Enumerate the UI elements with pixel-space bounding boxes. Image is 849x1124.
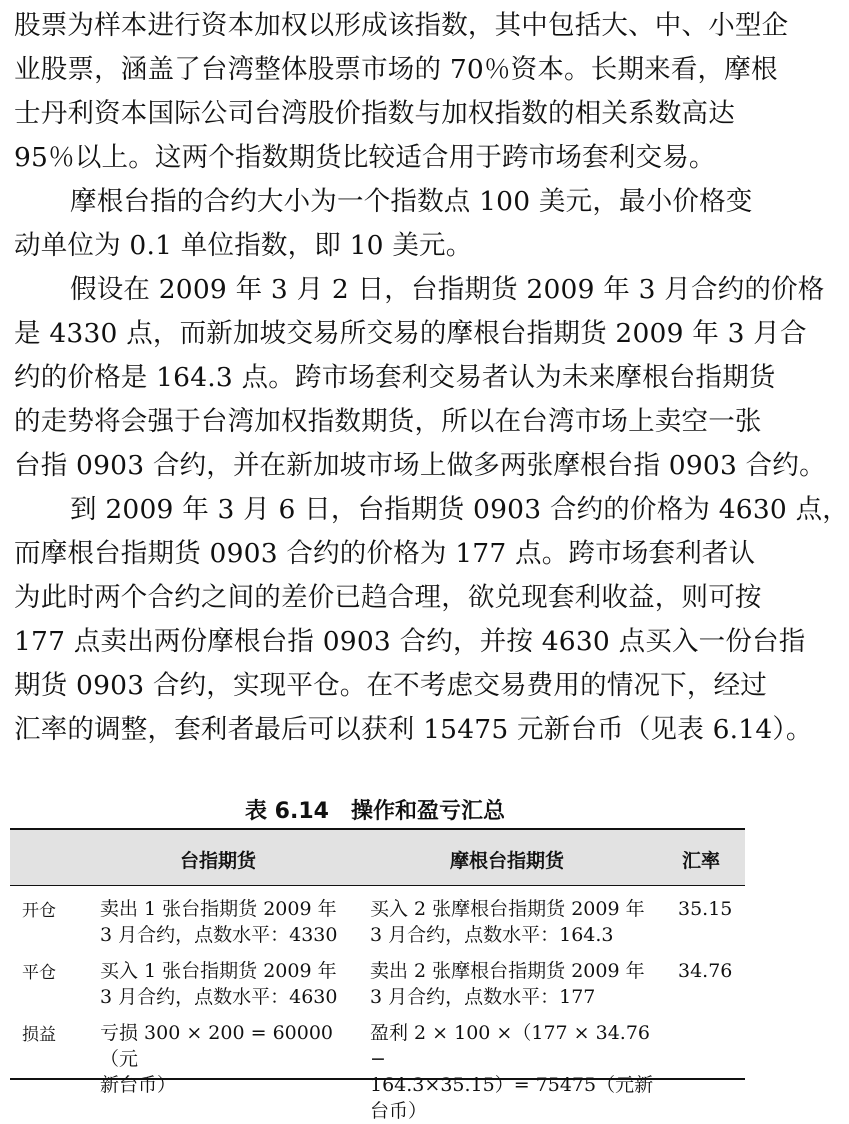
paragraph-start-line: 假设在 2009 年 3 月 2 日，台指期货 2009 年 3 月合约的价格 [70,274,825,305]
cell-line: 盈利 2 × 100 ×（177 × 34.76 − [370,1022,651,1070]
taizhi-cell [100,896,362,948]
rate-cell: 34.76 [678,960,733,982]
table-bottom-rule [10,1078,745,1080]
cell-line: 3 月合约，点数水平：4330 [100,924,338,946]
text-line: 约的价格是 164.3 点。跨市场套利交易者认为未来摩根台指期货 [14,362,776,393]
text-line: 台指 0903 合约，并在新加坡市场上做多两张摩根台指 0903 合约。 [14,450,826,481]
cell-line: 新台币） [100,1074,177,1096]
paragraph-start-line: 摩根台指的合约大小为一个指数点 100 美元，最小价格变 [70,186,753,217]
table-row [10,948,745,1010]
header-taizhi: 台指期货 [180,850,257,872]
cell-line: 亏损 300 × 200 = 60000（元 [100,1022,334,1070]
text-line: 期货 0903 合约，实现平仓。在不考虑交易费用的情况下，经过 [14,670,767,701]
text-line: 股票为样本进行资本加权以形成该指数，其中包括大、中、小型企 [14,10,789,41]
mogen-cell [370,1020,670,1124]
cell-line: 3 月合约，点数水平：4630 [100,986,338,1008]
header-rate: 汇率 [682,850,721,872]
cell-line: 买入 1 张台指期货 2009 年 [100,960,337,982]
table-caption: 表 6.14 操作和盈亏汇总 [245,799,505,824]
rate-cell: 35.15 [678,898,733,920]
mogen-cell [370,958,670,1010]
text-line: 177 点卖出两份摩根台指 0903 合约，并按 4630 点买入一份台指 [14,626,806,657]
row-label: 开仓 [22,901,56,921]
cell-line: 买入 2 张摩根台指期货 2009 年 [370,898,645,920]
body-text [14,4,849,752]
text-line: 汇率的调整，套利者最后可以获利 15475 元新台币（见表 6.14）。 [14,714,813,745]
paragraph-start-line: 到 2009 年 3 月 6 日，台指期货 0903 合约的价格为 4630 点， [70,494,849,525]
row-label: 损益 [22,1025,56,1045]
text-line: 业股票，涵盖了台湾整体股票市场的 70％资本。长期来看，摩根 [14,54,778,85]
cell-line: 3 月合约，点数水平：177 [370,986,596,1008]
text-line: 95％以上。这两个指数期货比较适合用于跨市场套利交易。 [14,142,716,173]
cell-line: 卖出 1 张台指期货 2009 年 [100,898,337,920]
taizhi-cell [100,1020,362,1098]
cell-line: 3 月合约，点数水平：164.3 [370,924,614,946]
cell-line: 164.3×35.15）= 75475（元新台币） [370,1074,654,1122]
mogen-cell [370,896,670,948]
text-line: 为此时两个合约之间的差价已趋合理，欲兑现套利收益，则可按 [14,582,762,613]
text-line: 士丹利资本国际公司台湾股价指数与加权指数的相关系数高达 [14,98,735,129]
taizhi-cell [100,958,362,1010]
header-mogen: 摩根台指期货 [450,850,565,872]
table-row [10,1010,745,1122]
summary-table [10,828,745,1122]
text-line: 的走势将会强于台湾加权指数期货，所以在台湾市场上卖空一张 [14,406,762,437]
text-line: 动单位为 0.1 单位指数，即 10 美元。 [14,230,473,261]
row-label: 平仓 [22,963,56,983]
table-row [10,886,745,948]
text-line: 是 4330 点，而新加坡交易所交易的摩根台指期货 2009 年 3 月合 [14,318,807,349]
cell-line: 卖出 2 张摩根台指期货 2009 年 [370,960,645,982]
text-line: 而摩根台指期货 0903 合约的价格为 177 点。跨市场套利者认 [14,538,756,569]
table-header [10,830,745,886]
